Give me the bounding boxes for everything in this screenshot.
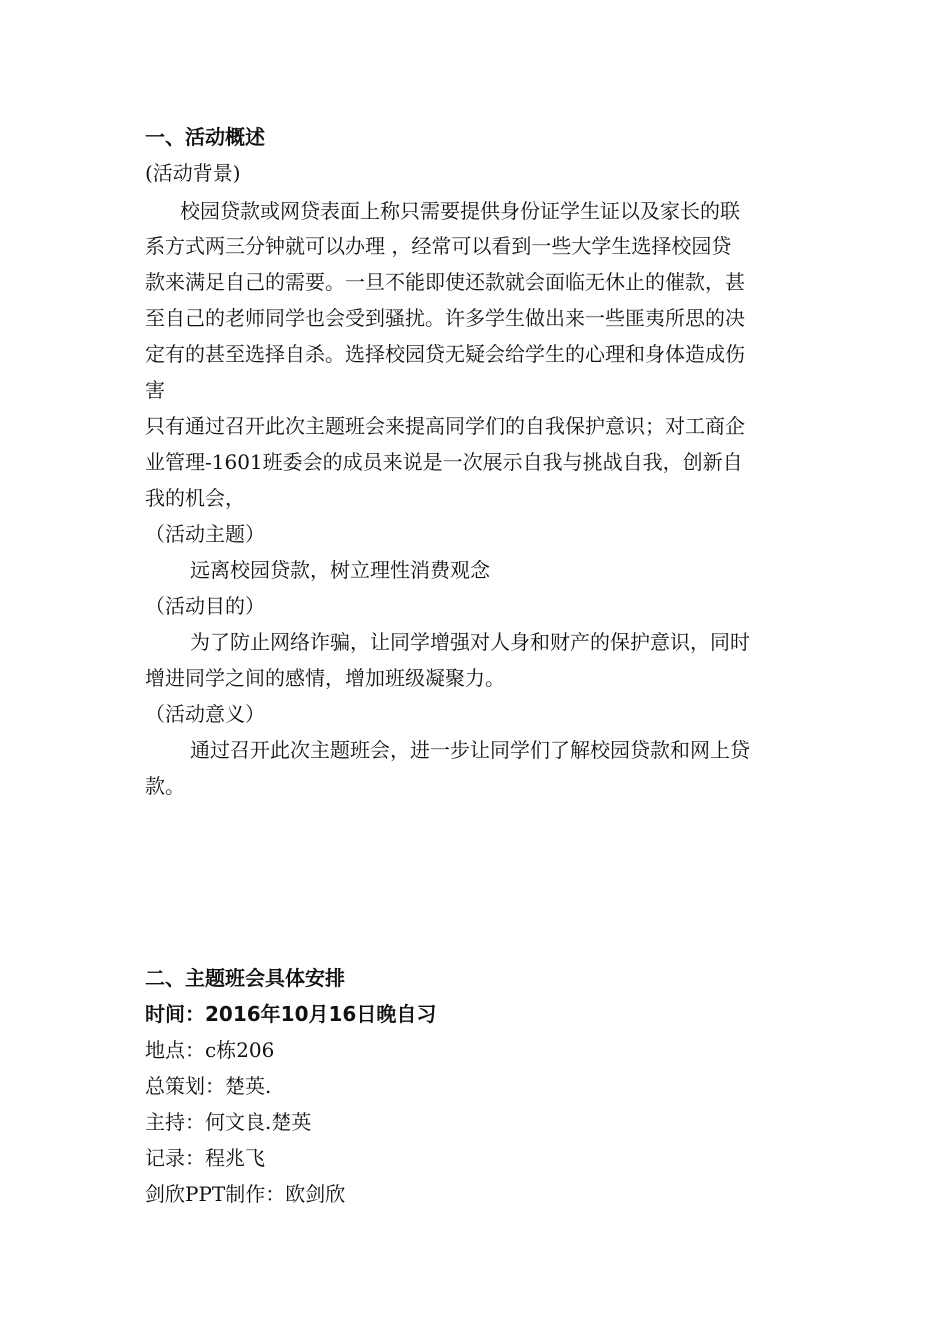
background-line: 系方式两三分钟就可以办理 ，经常可以看到一些大学生选择校园贷 [145, 234, 732, 258]
background-line: 害 [145, 378, 165, 402]
schedule-ppt: 剑欣PPT制作：欧剑欣 [145, 1182, 346, 1206]
theme-label: （活动主题） [145, 522, 265, 546]
background-line: 定有的甚至选择自杀。选择校园贷无疑会给学生的心理和身体造成伤 [145, 342, 745, 366]
background-line: 至自己的老师同学也会受到骚扰。许多学生做出来一些匪夷所思的决 [145, 306, 745, 330]
purpose-label: （活动目的） [145, 594, 265, 618]
schedule-place: 地点：c栋206 [145, 1038, 275, 1062]
background-line: 校园贷款或网贷表面上称只需要提供身份证学生证以及家长的联 [180, 199, 740, 223]
purpose-line: 为了防止网络诈骗，让同学增强对人身和财产的保护意识，同时 [190, 630, 750, 654]
section1-heading: 一、活动概述 [145, 125, 265, 149]
background-label: (活动背景) [145, 161, 241, 185]
schedule-time: 时间：2016年10月16日晚自习 [145, 1002, 437, 1026]
background-line: 业管理-1601班委会的成员来说是一次展示自我与挑战自我，创新自 [145, 450, 743, 474]
schedule-planner: 总策划：楚英. [145, 1074, 272, 1098]
section2-heading: 二、主题班会具体安排 [145, 966, 345, 990]
schedule-recorder: 记录：程兆飞 [145, 1146, 265, 1170]
background-line: 款来满足自己的需要。一旦不能即使还款就会面临无休止的催款，甚 [145, 270, 745, 294]
background-line: 我的机会， [145, 486, 245, 510]
meaning-line: 通过召开此次主题班会，进一步让同学们了解校园贷款和网上贷 [190, 738, 750, 762]
schedule-host: 主持：何文良.楚英 [145, 1110, 312, 1134]
theme-text: 远离校园贷款，树立理性消费观念 [190, 558, 490, 582]
background-line: 只有通过召开此次主题班会来提高同学们的自我保护意识；对工商企 [145, 414, 745, 438]
meaning-label: （活动意义） [145, 702, 265, 726]
purpose-line: 增进同学之间的感情，增加班级凝聚力。 [145, 666, 505, 690]
meaning-line: 款。 [145, 774, 185, 798]
